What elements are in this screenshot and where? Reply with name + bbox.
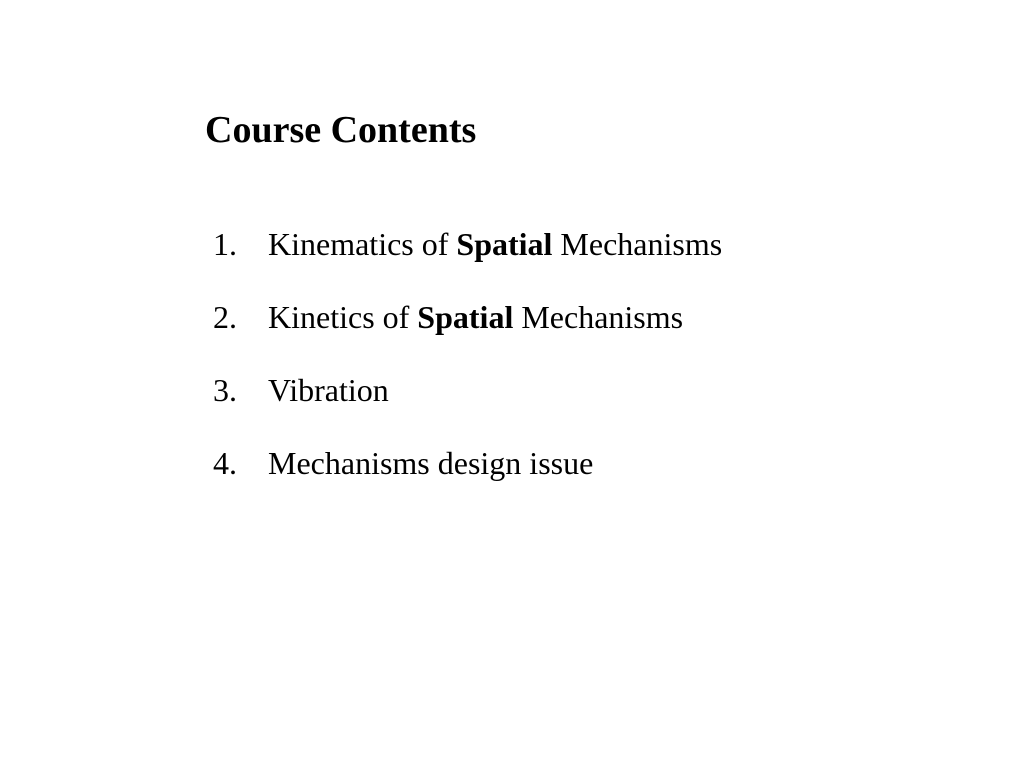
item-emphasis: Spatial (456, 226, 553, 262)
item-emphasis: Spatial (417, 299, 514, 335)
item-number: 2. (213, 299, 237, 335)
item-text: Vibration (268, 372, 389, 408)
item-text: Kinetics of (268, 299, 418, 335)
list-item (213, 295, 722, 368)
item-text: Mechanisms design issue (268, 445, 594, 481)
list-item (213, 368, 722, 441)
slide-title: Course Contents (205, 109, 477, 151)
course-contents-list (213, 222, 722, 514)
list-item (213, 441, 722, 514)
item-text: Kinematics of (268, 226, 457, 262)
item-number: 4. (213, 445, 237, 481)
item-text-end: Mechanisms (513, 299, 684, 335)
list-item (213, 222, 722, 295)
item-number: 1. (213, 226, 237, 262)
item-text-end: Mechanisms (552, 226, 723, 262)
item-number: 3. (213, 372, 237, 408)
